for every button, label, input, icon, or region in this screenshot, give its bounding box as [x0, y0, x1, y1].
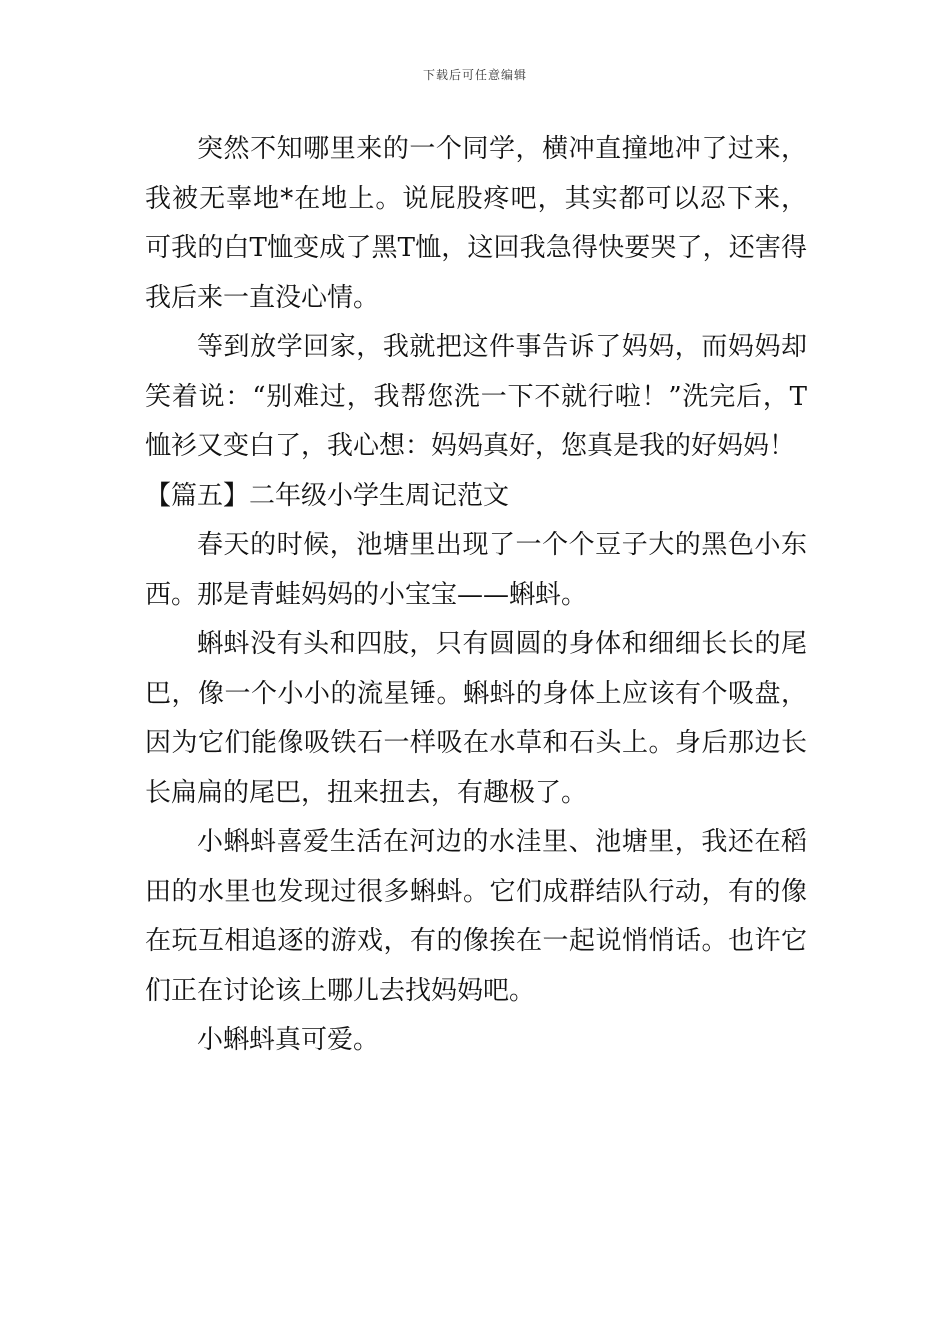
paragraph: 突然不知哪里来的一个同学，横冲直撞地冲了过来，我被无辜地*在地上。说屁股疼吧，其实都可以忍下来，可我的白T恤变成了黑T恤，这回我急得快要哭了，还害得我后来一直没心情。 — [145, 134, 807, 313]
paragraph: 蝌蚪没有头和四肢，只有圆圆的身体和细细长长的尾巴，像一个小小的流星锤。蝌蚪的身体上应该有个吸盘，因为它们能像吸铁石一样吸在水草和石头上。身后那边长长扁扁的尾巴，扭来扭去，有趣极了。 — [145, 629, 807, 808]
paragraph: 小蝌蚪真可爱。 — [197, 1025, 380, 1055]
section-heading: 【篇五】二年级小学生周记范文 — [145, 480, 510, 511]
header-note: 下载后可任意编辑 — [422, 68, 527, 82]
document-body — [145, 125, 807, 1066]
paragraph: 等到放学回家，我就把这件事告诉了妈妈，而妈妈却笑着说：“别难过，我帮您洗一下不就行啦！”洗完后，T恤衫又变白了，我心想：妈妈真好，您真是我的好妈妈！ — [145, 332, 807, 461]
paragraph: 小蝌蚪喜爱生活在河边的水洼里、池塘里，我还在稻田的水里也发现过很多蝌蚪。它们成群结队行动，有的像在玩互相追逐的游戏，有的像挨在一起说悄悄话。也许它们正在讨论该上哪儿去找妈妈吧。 — [145, 827, 807, 1006]
paragraph: 春天的时候，池塘里出现了一个个豆子大的黑色小东西。那是青蛙妈妈的小宝宝——蝌蚪。 — [145, 530, 807, 610]
